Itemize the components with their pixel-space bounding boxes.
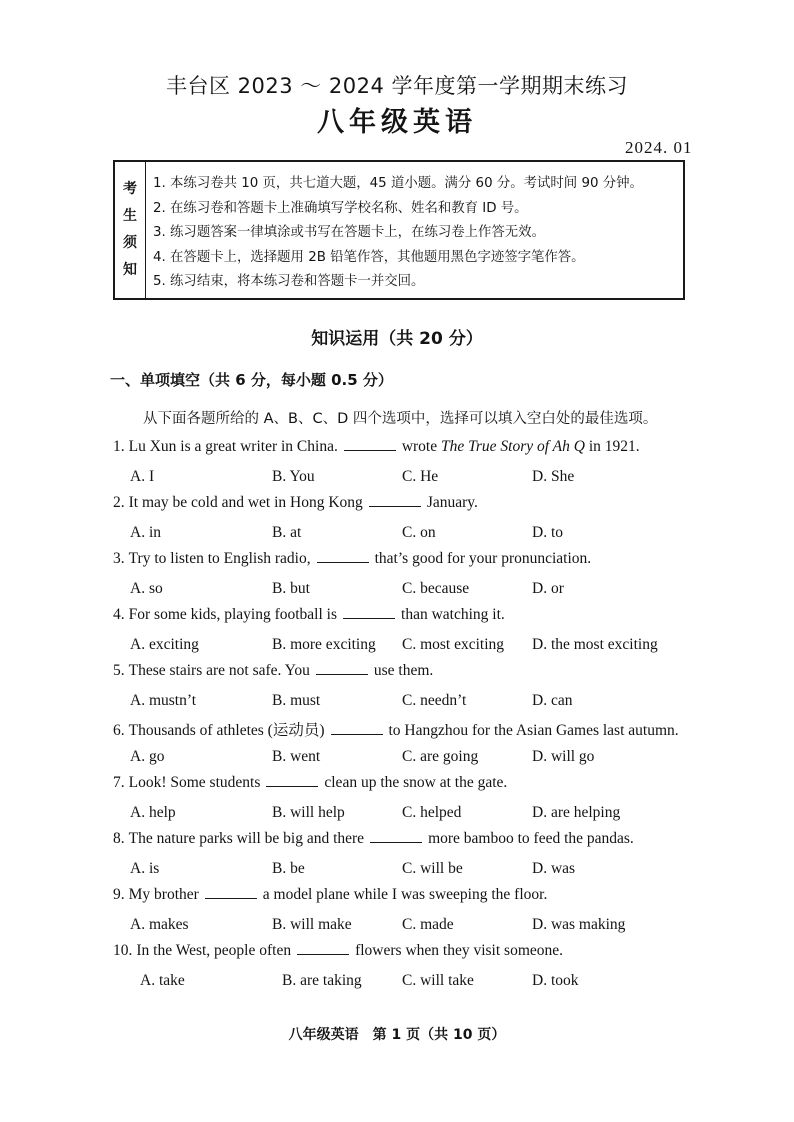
option-b: B. be [272,860,305,877]
option-d: D. or [532,580,564,597]
stem-text: The nature parks will be big and there [128,830,365,847]
question-7 [0,774,794,830]
option-d: D. She [532,468,575,485]
question-number: 8. [113,830,125,847]
stem-text: wrote [401,438,438,455]
stem-text: Look! Some students [128,774,261,791]
notice-item: 2. 在练习卷和答题卡上准确填写学校名称、姓名和教育 ID 号。 [153,200,528,216]
option-b: B. must [272,692,321,709]
option-a: A. exciting [130,636,199,653]
notice-list [153,172,643,295]
answer-blank [205,897,257,899]
stem-text: more bamboo to feed the pandas. [428,830,634,847]
answer-blank [344,449,396,451]
option-b: B. at [272,524,302,541]
question-number: 3. [113,550,125,567]
option-b: B. went [272,748,321,765]
option-d: D. are helping [532,804,621,821]
option-c: C. are going [402,748,479,765]
option-b: B. will help [272,804,345,821]
stem-text: In the West, people often [136,942,292,959]
option-a: A. help [130,804,176,821]
question-number: 5. [113,662,125,679]
option-c: C. because [402,580,470,597]
answer-blank [343,617,395,619]
question-number: 10. [113,942,133,959]
option-a: A. mustn’t [130,692,197,709]
question-4 [0,606,794,662]
option-c: C. will take [402,972,474,989]
stem-text: My brother [128,886,199,903]
stem-text: than watching it. [401,606,505,623]
stem-text: January. [426,494,478,511]
question-stem [113,942,563,960]
stem-text: These stairs are not safe. You [128,662,310,679]
exam-title: 丰台区 2023 ～ 2024 学年度第一学期期末练习 [165,74,629,98]
option-a: A. in [130,524,161,541]
part-title: 一、单项填空（共 6 分，每小题 0.5 分） [110,371,393,389]
option-b: B. You [272,468,315,485]
option-c: C. He [402,468,439,485]
question-stem [113,718,679,740]
option-b: B. more exciting [272,636,376,653]
notice-label-char: 考 [123,181,137,197]
option-a: A. I [130,468,155,485]
answer-blank [266,785,318,787]
question-number: 4. [113,606,125,623]
option-b: B. are taking [282,972,362,989]
stem-text: that’s good for your pronunciation. [374,550,592,567]
stem-text: It may be cold and wet in Hong Kong [128,494,363,511]
notice-item: 3. 练习题答案一律填涂或书写在答题卡上，在练习卷上作答无效。 [153,225,545,240]
answer-blank [316,673,368,675]
question-9 [0,886,794,942]
option-a: A. take [140,972,185,989]
option-c: C. will be [402,860,463,877]
option-d: D. to [532,524,563,541]
candidate-notice-box [113,160,685,300]
notice-label-char: 知 [123,262,137,278]
notice-item: 4. 在答题卡上，选择题用 2B 铅笔作答，其他题用黑色字迹签字笔作答。 [153,249,585,265]
stem-text: a model plane while I was sweeping the floor. [262,886,548,903]
stem-italic: The True Story of Ah Q [441,438,585,455]
option-c: C. on [402,524,436,541]
stem-text: clean up the snow at the gate. [324,774,508,791]
question-number: 9. [113,886,125,903]
answer-blank [317,561,369,563]
stem-text: For some kids, playing football is [128,606,338,623]
notice-label [115,162,146,298]
question-5 [0,662,794,718]
option-a: A. go [130,748,165,765]
answer-blank [370,841,422,843]
stem-text: Thousands of athletes (运动员) [128,722,325,739]
option-d: D. took [532,972,579,989]
question-number: 6. [113,722,125,739]
question-number: 1. [113,438,125,455]
question-stem [113,494,478,512]
question-stem [113,550,591,568]
stem-text: Try to listen to English radio, [128,550,311,567]
section-title: 知识运用（共 20 分） [311,329,483,349]
stem-text: Lu Xun is a great writer in China. [128,438,338,455]
option-d: D. will go [532,748,595,765]
option-c: C. made [402,916,454,933]
answer-blank [331,733,383,735]
question-stem [113,606,505,624]
option-d: D. can [532,692,573,709]
stem-text: use them. [373,662,434,679]
stem-text: to Hangzhou for the Asian Games last autumn. [388,722,679,739]
option-a: A. is [130,860,160,877]
option-c: C. most exciting [402,636,505,653]
question-stem [113,438,640,456]
option-d: D. the most exciting [532,636,658,653]
question-number: 2. [113,494,125,511]
question-stem [113,886,547,904]
notice-item: 5. 练习结束，将本练习卷和答题卡一并交回。 [153,274,425,289]
option-b: B. but [272,580,310,597]
question-8 [0,830,794,886]
notice-label-char: 须 [123,235,137,251]
question-stem [113,774,507,792]
option-d: D. was [532,860,576,877]
stem-text: in 1921. [588,438,640,455]
page-footer: 八年级英语 第 1 页（共 10 页） [288,1027,506,1043]
stem-text: flowers when they visit someone. [355,942,564,959]
question-3 [0,550,794,606]
notice-item: 1. 本练习卷共 10 页，共七道大题，45 道小题。满分 60 分。考试时间 90 分钟。 [153,176,643,191]
question-stem [113,662,433,680]
option-c: C. needn’t [402,692,467,709]
exam-date: 2024. 01 [625,138,693,157]
question-list [0,438,794,998]
part-instruction: 从下面各题所给的 A、B、C、D 四个选项中，选择可以填入空白处的最佳选项。 [143,411,658,427]
answer-blank [297,953,349,955]
question-6 [0,718,794,774]
option-d: D. was making [532,916,626,933]
option-a: A. makes [130,916,189,933]
option-b: B. will make [272,916,352,933]
question-1 [0,438,794,494]
question-10 [0,942,794,998]
notice-label-char: 生 [123,208,137,224]
option-a: A. so [130,580,163,597]
option-c: C. helped [402,804,462,821]
question-number: 7. [113,774,125,791]
exam-subject: 八年级英语 [317,107,477,138]
answer-blank [369,505,421,507]
question-2 [0,494,794,550]
question-stem [113,830,634,848]
